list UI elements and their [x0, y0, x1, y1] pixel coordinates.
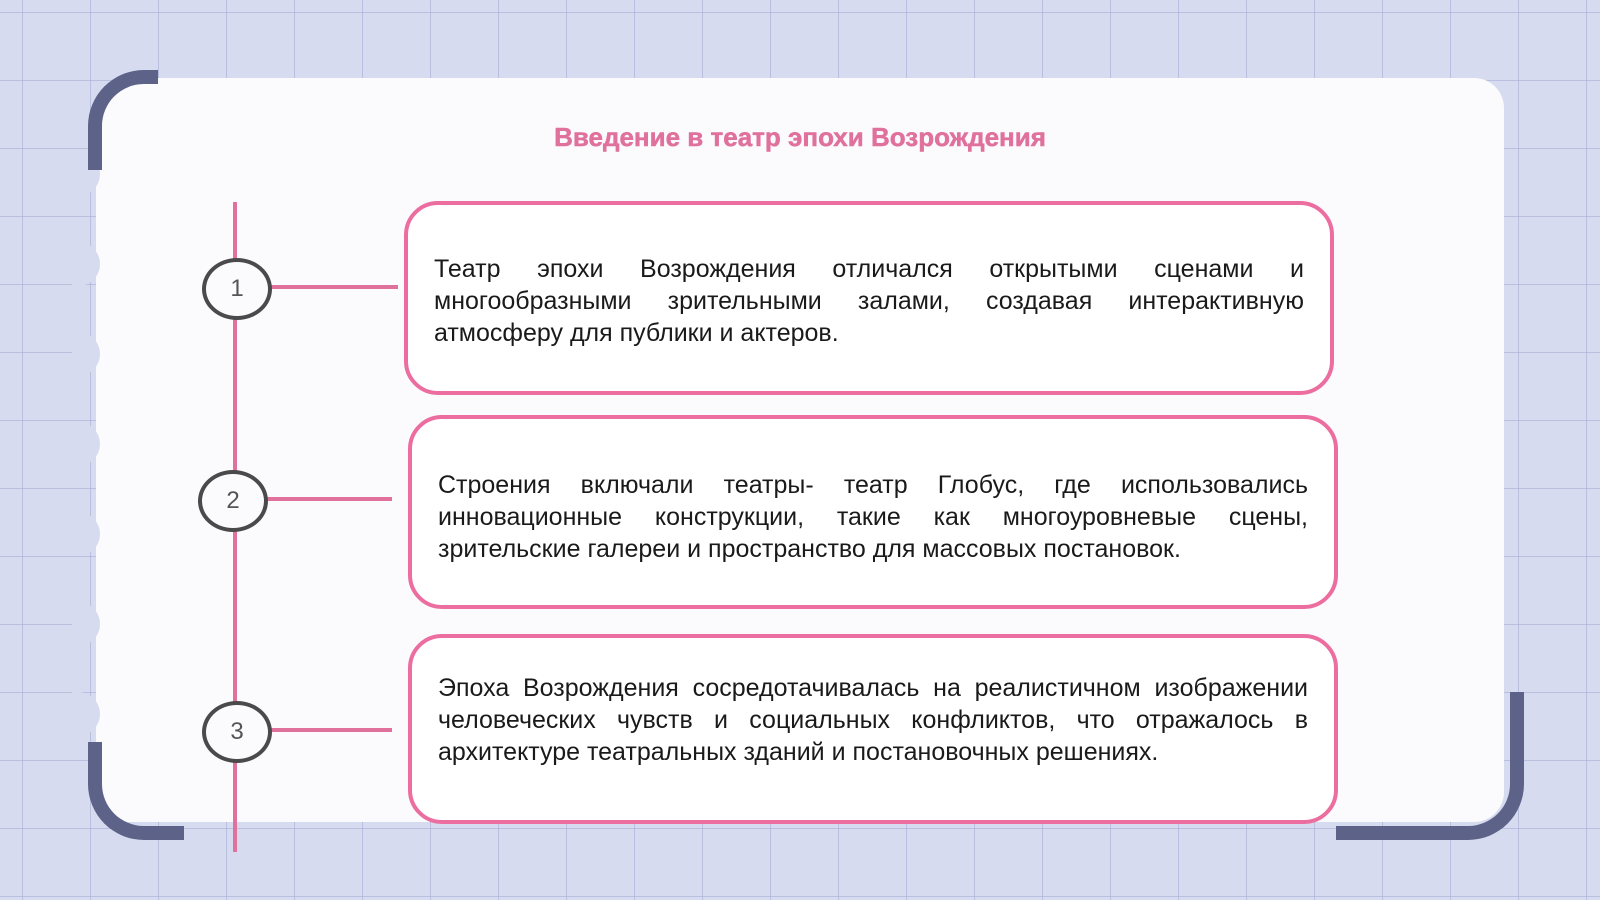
timeline-connector	[264, 285, 398, 289]
step-number-circle	[202, 258, 272, 320]
corner-bracket-bottom-left	[88, 742, 184, 840]
timeline-card	[404, 201, 1334, 395]
timeline-connector	[264, 728, 392, 732]
step-number: 3	[230, 718, 244, 745]
slide-title: Введение в театр эпохи Возрождения	[554, 122, 1046, 152]
timeline-card	[408, 415, 1338, 609]
corner-bracket-top-left	[88, 70, 158, 170]
step-number-circle	[202, 701, 272, 763]
step-number: 1	[230, 275, 244, 302]
card-text: Строения включали театры- театр Глобус, где использовались инновационные конструкции, такие как многоуровневые сцены, зрительские галереи и пространство для массовых постановок.	[438, 471, 1308, 563]
timeline-connector	[262, 497, 392, 501]
card-text: Театр эпохи Возрождения отличался открытыми сценами и многообразными зрительными залами, создавая интерактивную атмосферу для публики и актеров.	[434, 255, 1304, 347]
step-number: 2	[226, 487, 240, 514]
timeline-card	[408, 634, 1338, 824]
step-number-circle	[198, 470, 268, 532]
corner-bracket-bottom-right	[1336, 692, 1524, 840]
card-text: Эпоха Возрождения сосредотачивалась на реалистичном изображении человеческих чувств и социальных конфликтов, что отражалось в архитектуре театральных зданий и постановочных решениях.	[438, 674, 1308, 766]
